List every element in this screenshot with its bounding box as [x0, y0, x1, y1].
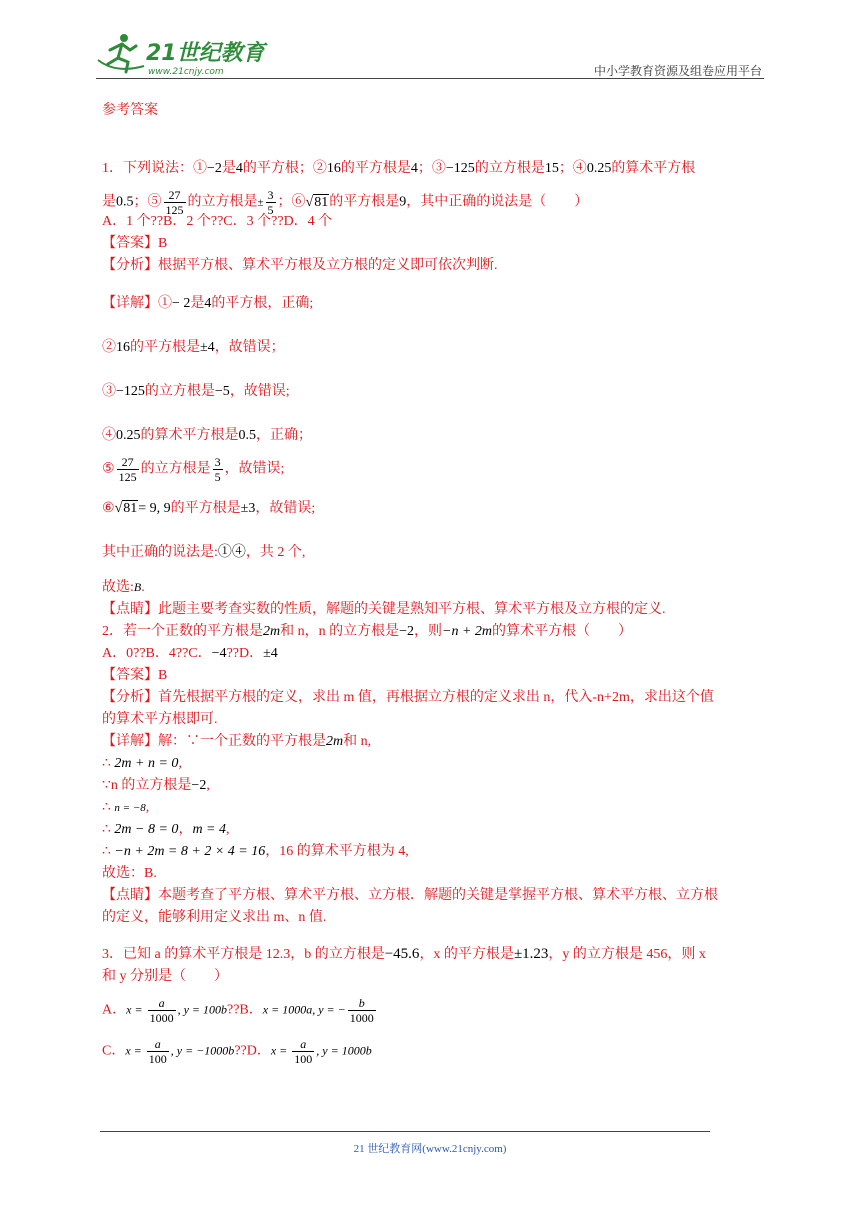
q2-text: ??D． — [226, 646, 264, 661]
q2-stem — [102, 621, 768, 643]
fraction-b-1000 — [348, 996, 376, 1025]
radicand: 81 — [314, 194, 329, 210]
detail-text: ∵n 的立方根是 — [102, 778, 192, 793]
q3-text: ，y 的立方根是 456，则 x — [548, 947, 706, 962]
fraction-a-1000 — [148, 996, 176, 1025]
q1-detail-4 — [102, 425, 768, 447]
q1-text: 的平方根是 — [329, 194, 400, 210]
q2-detail-5 — [102, 819, 768, 841]
detail-text: ，故错误; — [224, 461, 285, 477]
detail-text: 【详解】① — [102, 296, 172, 311]
detail-text: 的平方根，正确; — [211, 296, 314, 311]
q1-text: ；③ — [417, 161, 446, 176]
option-label: C． — [102, 1043, 126, 1059]
q1-detail-5 — [102, 455, 768, 484]
q1-text: 的平方根是 — [340, 161, 411, 176]
q1-detail-3 — [102, 381, 768, 403]
q2-detail-4 — [102, 797, 768, 819]
detail-text: 的立方根是 — [144, 384, 215, 399]
fraction-numerator: 3 — [267, 188, 274, 202]
fraction-a-100 — [292, 1037, 314, 1066]
page-header — [96, 30, 764, 78]
detail-math: 4 — [204, 296, 212, 311]
detail-math: 2m — [326, 734, 344, 749]
detail-math: ±3 — [240, 501, 256, 516]
detail-text: ④ — [102, 428, 116, 443]
q2-analysis-2: 的算术平方根即可. — [102, 712, 218, 727]
fraction-numerator: b — [348, 996, 376, 1011]
q2-text: A．0??B．4??C． — [102, 646, 212, 661]
site-logo — [96, 30, 276, 78]
platform-name: 中小学教育资源及组卷应用平台 — [593, 64, 762, 78]
option-label: ??B． — [227, 1002, 263, 1018]
q3-stem-line2: 和 y 分别是（ ） — [102, 969, 228, 984]
detail-text: ② — [102, 340, 116, 355]
option-math: , y = 100b — [177, 1002, 227, 1017]
q2-math: −2 — [399, 624, 415, 639]
q3-math: ±1.23 — [513, 946, 549, 962]
q1-text: 的立方根是 — [187, 194, 258, 210]
section-title: 参考答案 — [102, 103, 158, 118]
option-math: , y = 1000b — [316, 1043, 372, 1058]
fraction-denominator: 5 — [267, 203, 274, 217]
fraction-numerator: a — [292, 1037, 314, 1052]
page-footer: 21 世纪教育网(www.21cnjy.com) — [353, 1143, 507, 1155]
q1-math: 4 — [410, 161, 418, 176]
q1-analysis: 【分析】根据平方根、算术平方根及立方根的定义即可依次判断. — [102, 258, 498, 273]
option-math: , y = −1000b — [170, 1043, 235, 1058]
q2-analysis-1: 【分析】首先根据平方根的定义，求出 m 值，再根据立方根的定义求出 n，代入-n+2m，求出这个值 — [102, 690, 714, 705]
detail-math: −2 — [191, 778, 207, 793]
q2-detail-7: 故选：B. — [102, 866, 157, 881]
q2-detail-1 — [102, 731, 768, 753]
q1-math: 15 — [544, 161, 559, 176]
fraction-denominator: 1000 — [149, 1011, 174, 1025]
fraction-denominator: 100 — [148, 1052, 167, 1066]
fraction-denominator: 100 — [294, 1052, 313, 1066]
detail-text: 的平方根是 — [130, 340, 200, 355]
q2-detail-3 — [102, 775, 768, 797]
q2-detail-2 — [102, 753, 768, 775]
sqrt-81: √81 — [305, 194, 329, 210]
q1-text: 1．下列说法：① — [102, 161, 207, 176]
detail-text: , — [178, 756, 182, 771]
detail-text: 和 n, — [343, 734, 372, 749]
fraction-numerator: a — [148, 996, 176, 1011]
detail-text: , — [226, 822, 230, 837]
option-label: A． — [102, 1002, 127, 1018]
q1-options: A．1 个??B．2 个??C．3 个??D．4 个 — [102, 214, 333, 229]
fraction-denominator: 125 — [118, 470, 137, 484]
q1-stem-line1 — [102, 158, 768, 180]
fraction-numerator: a — [147, 1037, 169, 1052]
detail-text: ∴ — [102, 844, 115, 859]
detail-text: ⑥ — [102, 501, 115, 516]
fraction-3-5 — [213, 455, 223, 484]
fraction-denominator: 125 — [165, 203, 184, 217]
detail-text: ，正确； — [256, 428, 312, 443]
detail-text: ∴ — [102, 756, 115, 771]
sqrt-81: √81 — [114, 501, 138, 516]
answer-content — [102, 100, 768, 1066]
fraction-a-100 — [147, 1037, 169, 1066]
q2-text: ，则 — [414, 624, 443, 639]
runner-icon — [98, 34, 144, 72]
q2-answer: 【答案】B — [102, 668, 168, 683]
q1-math: −2 — [207, 161, 222, 176]
fraction-denominator: 1000 — [349, 1011, 374, 1025]
q1-math: 0.25 — [586, 161, 612, 176]
plus-minus: ± — [257, 196, 264, 209]
footer-divider — [100, 1131, 710, 1132]
detail-math: 0.5 — [238, 428, 256, 443]
q1-math: 4 — [235, 161, 243, 176]
q2-math: 2m — [263, 624, 281, 639]
detail-text: ，故错误； — [214, 340, 285, 355]
radicand: 81 — [123, 501, 138, 516]
q3-stem-line1 — [102, 943, 768, 966]
q3-options-ab — [102, 996, 768, 1025]
q1-text: 是 — [102, 194, 116, 210]
detail-math: −5 — [214, 384, 230, 399]
q1-text: ，其中正确的说法是（ ） — [406, 194, 589, 210]
option-math: x = — [270, 1043, 291, 1058]
detail-text: 是 — [190, 296, 205, 311]
q2-text: 的算术平方根（ ） — [492, 624, 633, 639]
q1-comment: 【点睛】此题主要考查实数的性质，解题的关键是熟知平方根、算术平方根及立方根的定义. — [102, 602, 666, 617]
q2-text: 2．若一个正数的平方根是 — [102, 624, 263, 639]
q3-text: ，x 的平方根是 — [419, 947, 514, 962]
q1-text: 的平方根；② — [242, 161, 327, 176]
q2-detail-6 — [102, 841, 768, 863]
detail-math: −125 — [116, 384, 145, 399]
detail-text: , — [206, 778, 210, 793]
q1-detail-1 — [102, 293, 768, 315]
detail-math: m = 4 — [192, 822, 226, 837]
detail-math: 2m + n = 0 — [114, 756, 179, 771]
detail-text: ∴ — [102, 800, 115, 815]
detail-text: ，故错误; — [255, 501, 316, 516]
detail-math: n = −8 — [114, 802, 146, 814]
detail-text: ， — [178, 822, 193, 837]
q3-text: 3．已知 a 的算术平方根是 12.3，b 的立方根是 — [102, 947, 385, 962]
detail-text: 其中正确的说法是: — [102, 545, 218, 560]
detail-math: 2m − 8 = 0 — [114, 822, 179, 837]
q1-text: 是 — [221, 161, 236, 176]
detail-math: = 9, 9 — [138, 501, 171, 516]
fraction-numerator: 27 — [164, 188, 186, 203]
q1-text: 的立方根是 — [474, 161, 545, 176]
detail-math: − 2 — [172, 296, 191, 311]
q1-math: 0.5 — [116, 194, 134, 210]
detail-math: B — [133, 580, 142, 594]
q3-options-cd — [102, 1037, 768, 1066]
q2-comment-1: 【点睛】本题考查了平方根、算术平方根、立方根．解题的关键是掌握平方根、算术平方根、立方根 — [102, 888, 718, 903]
fraction-27-125 — [117, 455, 139, 484]
detail-text: 的平方根是 — [170, 501, 241, 516]
detail-math: 16 — [116, 340, 130, 355]
q1-text: ；⑤ — [133, 194, 162, 210]
detail-text: ③ — [102, 384, 116, 399]
detail-math: ①④ — [217, 545, 246, 560]
q1-detail-7 — [102, 542, 768, 564]
q1-math: 9 — [399, 194, 407, 210]
q1-math: −125 — [445, 161, 475, 176]
q2-text: 和 n，n 的立方根是 — [280, 624, 400, 639]
detail-math: 0.25 — [116, 428, 141, 443]
detail-text: 的立方根是 — [140, 461, 211, 477]
q2-options — [102, 643, 768, 665]
logo-url: www.21cnjy.com — [148, 67, 224, 77]
detail-text: ⑤ — [102, 461, 115, 477]
detail-text: 故选: — [102, 580, 134, 595]
q1-detail-6 — [102, 498, 768, 520]
detail-text: . — [141, 580, 145, 595]
fraction-numerator: 3 — [214, 455, 221, 469]
q1-answer: 【答案】B — [102, 236, 168, 251]
option-math: x = — [125, 1043, 145, 1058]
q1-math: 16 — [326, 161, 341, 176]
detail-text: ，16 的算术平方根为 4, — [265, 844, 409, 859]
detail-math: −n + 2m = 8 + 2 × 4 = 16 — [114, 844, 266, 859]
q1-text: ；④ — [558, 161, 587, 176]
q3-math: −45.6 — [384, 946, 420, 962]
q1-detail-2 — [102, 337, 768, 359]
fraction-numerator: 27 — [117, 455, 139, 470]
q1-detail-8 — [102, 576, 768, 599]
q2-comment-2: 的定义，能够利用定义求出 m、n 值. — [102, 910, 327, 925]
header-divider — [96, 78, 764, 79]
fraction-denominator: 5 — [214, 470, 221, 484]
logo-text: 21世纪教育 — [146, 41, 265, 66]
q1-text: ；⑥ — [277, 194, 306, 210]
q2-math: ±4 — [263, 646, 278, 661]
q2-math: −4 — [211, 646, 227, 661]
detail-text: 的算术平方根是 — [140, 428, 239, 443]
detail-text: ，故错误; — [229, 384, 290, 399]
detail-text: ，共 2 个, — [245, 545, 306, 560]
option-label: ??D． — [234, 1043, 271, 1059]
detail-math: ±4 — [200, 340, 215, 355]
option-math: x = 1000a, y = − — [262, 1002, 346, 1017]
detail-text: 【详解】解：∵一个正数的平方根是 — [102, 734, 326, 749]
q2-math: −n + 2m — [442, 624, 493, 639]
option-math: x = — [126, 1002, 146, 1017]
detail-text: , — [145, 800, 150, 815]
detail-text: ∴ — [102, 822, 115, 837]
q1-text: 的算术平方根 — [611, 161, 696, 176]
